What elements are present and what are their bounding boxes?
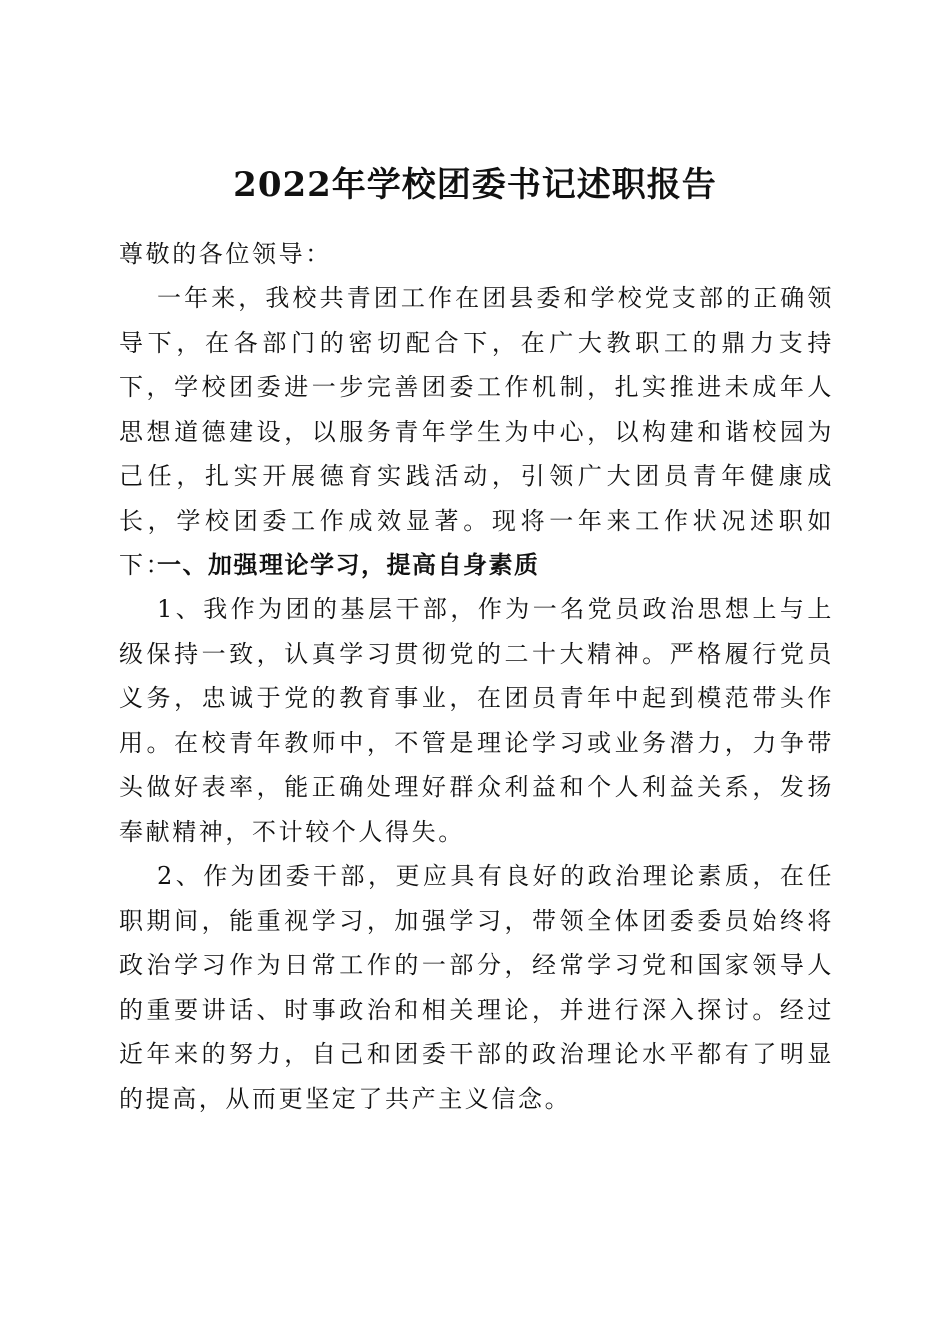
salutation: 尊敬的各位领导： bbox=[119, 240, 332, 268]
intro-paragraph: 一年来，我校共青团工作在团县委和学校党支部的正确领导下，在各部门的密切配合下，在广大教职工的鼎力支持下，学校团委进一步完善团委工作机制，扎实推进未成年人思想道德建设，以服务青年学生为中心，以构建和谐校园为己任，扎实开展德育实践活动，引领广大团员青年健康成长，学校团委工作成效显著。现将一年来工作状况述职如下： bbox=[119, 284, 834, 579]
section-heading: 一、加强理论学习，提高自身素质 bbox=[157, 551, 540, 579]
section-paragraph-1: 1、我作为团的基层干部，作为一名党员政治思想上与上级保持一致，认真学习贯彻党的二十大精神。严格履行党员义务，忠诚于党的教育事业，在团员青年中起到模范带头作用。在校青年教师中，不管是理论学习或业务潜力，力争带头做好表率，能正确处理好群众利益和个人利益关系，发扬奉献精神，不计较个人得失。 bbox=[119, 595, 834, 846]
section-paragraph-2: 2、作为团委干部，更应具有良好的政治理论素质，在任职期间，能重视学习，加强学习，带领全体团委委员始终将政治学习作为日常工作的一部分，经常学习党和国家领导人的重要讲话、时事政治和相关理论，并进行深入探讨。经过近年来的努力，自己和团委干部的政治理论水平都有了明显的提高，从而更坚定了共产主义信念。 bbox=[119, 862, 834, 1113]
document-title: 2022年学校团委书记述职报告 bbox=[233, 164, 717, 205]
